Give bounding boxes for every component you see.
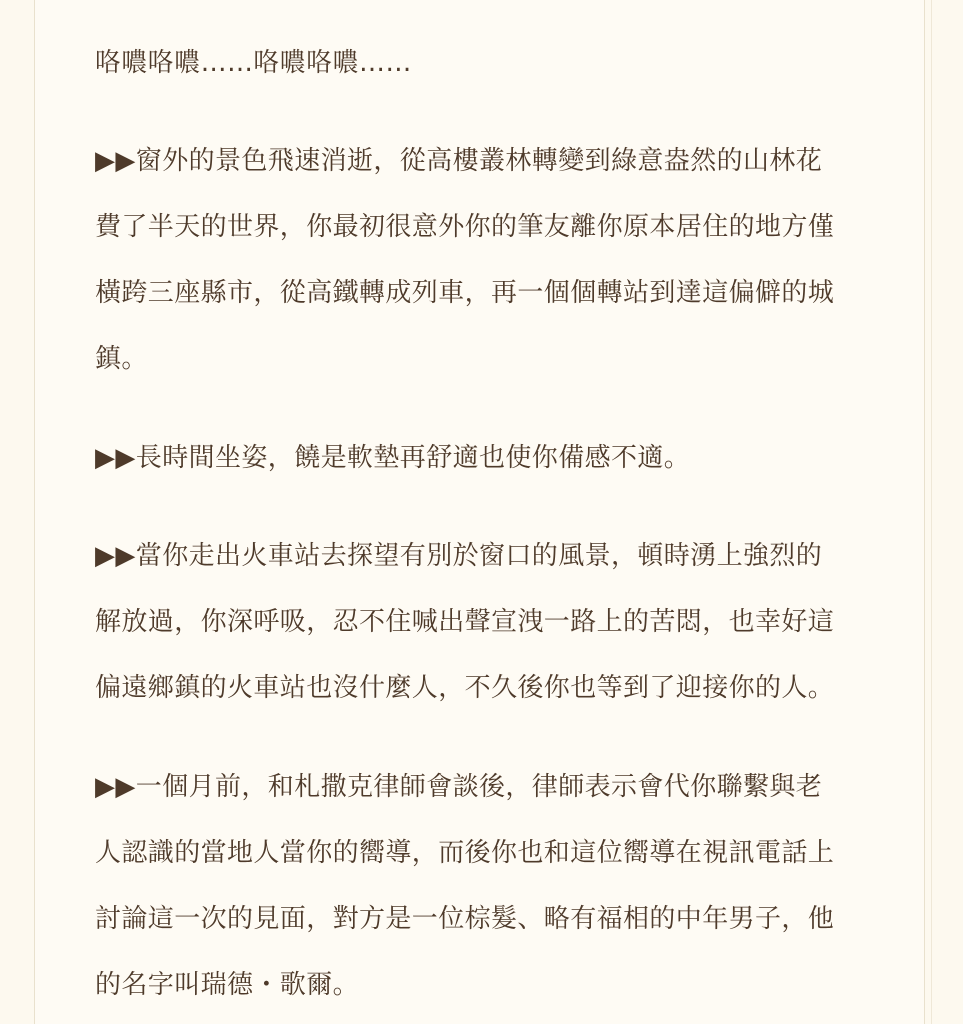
text-line: 人認識的當地人當你的嚮導，而後你也和這位嚮導在視訊電話上 [95, 838, 835, 868]
paragraph-2 [95, 128, 875, 392]
text-line: 解放過，你深呼吸，忍不住喊出聲宣洩一路上的苦悶，也幸好這 [95, 607, 835, 637]
text-line: 橫跨三座縣市，從高鐵轉成列車，再一個個轉站到達這偏僻的城 [95, 278, 835, 308]
text-line: ▶▶長時間坐姿，饒是軟墊再舒適也使你備感不適。 [95, 443, 691, 473]
text-line: 咯噥咯噥……咯噥咯噥…… [95, 48, 412, 78]
paragraph-4 [95, 523, 875, 721]
paragraph-3 [95, 425, 875, 491]
right-edge-line [931, 0, 932, 1024]
paragraph-5 [95, 754, 875, 1018]
text-line: 的名字叫瑞德・歌爾。 [95, 970, 360, 1000]
text-line: 鎮。 [95, 344, 148, 374]
text-line: 偏遠鄉鎮的火車站也沒什麼人，不久後你也等到了迎接你的人。 [95, 673, 835, 703]
text-line: 費了半天的世界，你最初很意外你的筆友離你原本居住的地方僅 [95, 212, 835, 242]
text-line: ▶▶窗外的景色飛速消逝，從高樓叢林轉變到綠意盎然的山林花 [95, 146, 823, 176]
text-line: ▶▶當你走出火車站去探望有別於窗口的風景，頓時湧上強烈的 [95, 541, 823, 571]
text-line: 討論這一次的見面，對方是一位棕髮、略有福相的中年男子，他 [95, 904, 835, 934]
paragraph-1 [95, 30, 875, 96]
text-line: ▶▶一個月前，和札撒克律師會談後，律師表示會代你聯繫與老 [95, 772, 823, 802]
